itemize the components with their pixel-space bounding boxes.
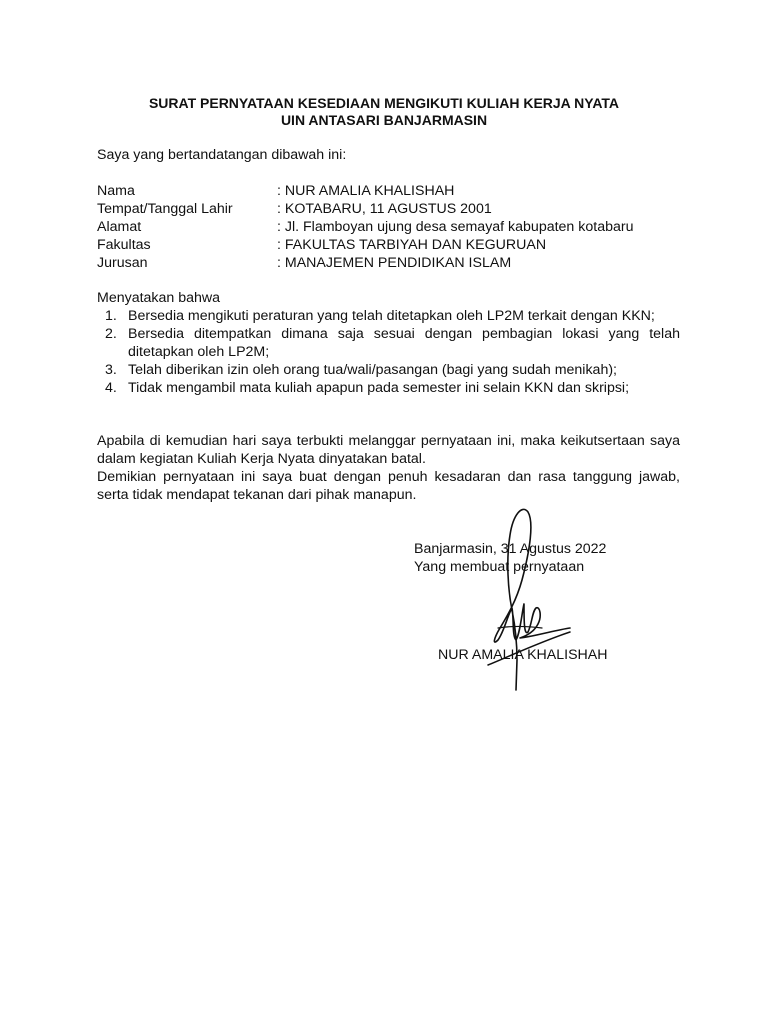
list-item	[97, 307, 680, 325]
maker-label: Yang membuat pernyataan	[414, 559, 585, 575]
statement-intro: Menyatakan bahwa	[97, 290, 221, 306]
list-item-number: 2.	[105, 326, 117, 342]
field-value: : NUR AMALIA KHALISHAH	[277, 183, 455, 199]
list-item-text: Telah diberikan izin oleh orang tua/wali/pasangan (bagi yang sudah menikah);	[128, 362, 617, 378]
list-item-text: Tidak mengambil mata kuliah apapun pada semester ini selain KKN dan skripsi;	[128, 380, 630, 396]
document-title-line1: SURAT PERNYATAAN KESEDIAAN MENGIKUTI KULIAH KERJA NYATA	[148, 95, 620, 111]
list-item-number: 1.	[105, 308, 117, 324]
list-item-text: Bersedia mengikuti peraturan yang telah ditetapkan oleh LP2M terkait dengan KKN;	[128, 308, 655, 324]
field-label: Alamat	[97, 219, 142, 235]
closing-paragraph-2: Demikian pernyataan ini saya buat dengan penuh kesadaran dan rasa tanggung jawab, serta tidak mendapat tekanan dari pihak manapun.	[97, 469, 680, 503]
intro-text: Saya yang bertandatangan dibawah ini:	[97, 147, 347, 163]
handwritten-signature	[470, 500, 590, 700]
field-value: : FAKULTAS TARBIYAH DAN KEGURUAN	[277, 237, 547, 253]
field-label: Tempat/Tanggal Lahir	[97, 201, 233, 217]
list-item	[97, 379, 680, 397]
signer-name: NUR AMALIA KHALISHAH	[438, 647, 608, 663]
field-value: : MANAJEMEN PENDIDIKAN ISLAM	[277, 255, 512, 271]
place-date: Banjarmasin, 31 Agustus 2022	[414, 541, 607, 557]
statement-list	[97, 307, 680, 397]
list-item	[97, 325, 680, 361]
field-label: Nama	[97, 183, 135, 199]
list-item-number: 4.	[105, 380, 117, 396]
list-item	[97, 361, 680, 379]
list-item-text: Bersedia ditempatkan dimana saja sesuai dengan pembagian lokasi yang telah ditetapkan oleh LP2M;	[128, 326, 680, 360]
closing-paragraph-1: Apabila di kemudian hari saya terbukti melanggar pernyataan ini, maka keikutsertaan saya dalam kegiatan Kuliah Kerja Nyata dinyatakan batal.	[97, 433, 680, 467]
document-title-line2: UIN ANTASARI BANJARMASIN	[280, 112, 488, 128]
field-label: Fakultas	[97, 237, 151, 253]
list-item-number: 3.	[105, 362, 117, 378]
field-label: Jurusan	[97, 255, 148, 271]
field-value: : Jl. Flamboyan ujung desa semayaf kabupaten kotabaru	[277, 219, 634, 235]
field-value: : KOTABARU, 11 AGUSTUS 2001	[277, 201, 492, 217]
